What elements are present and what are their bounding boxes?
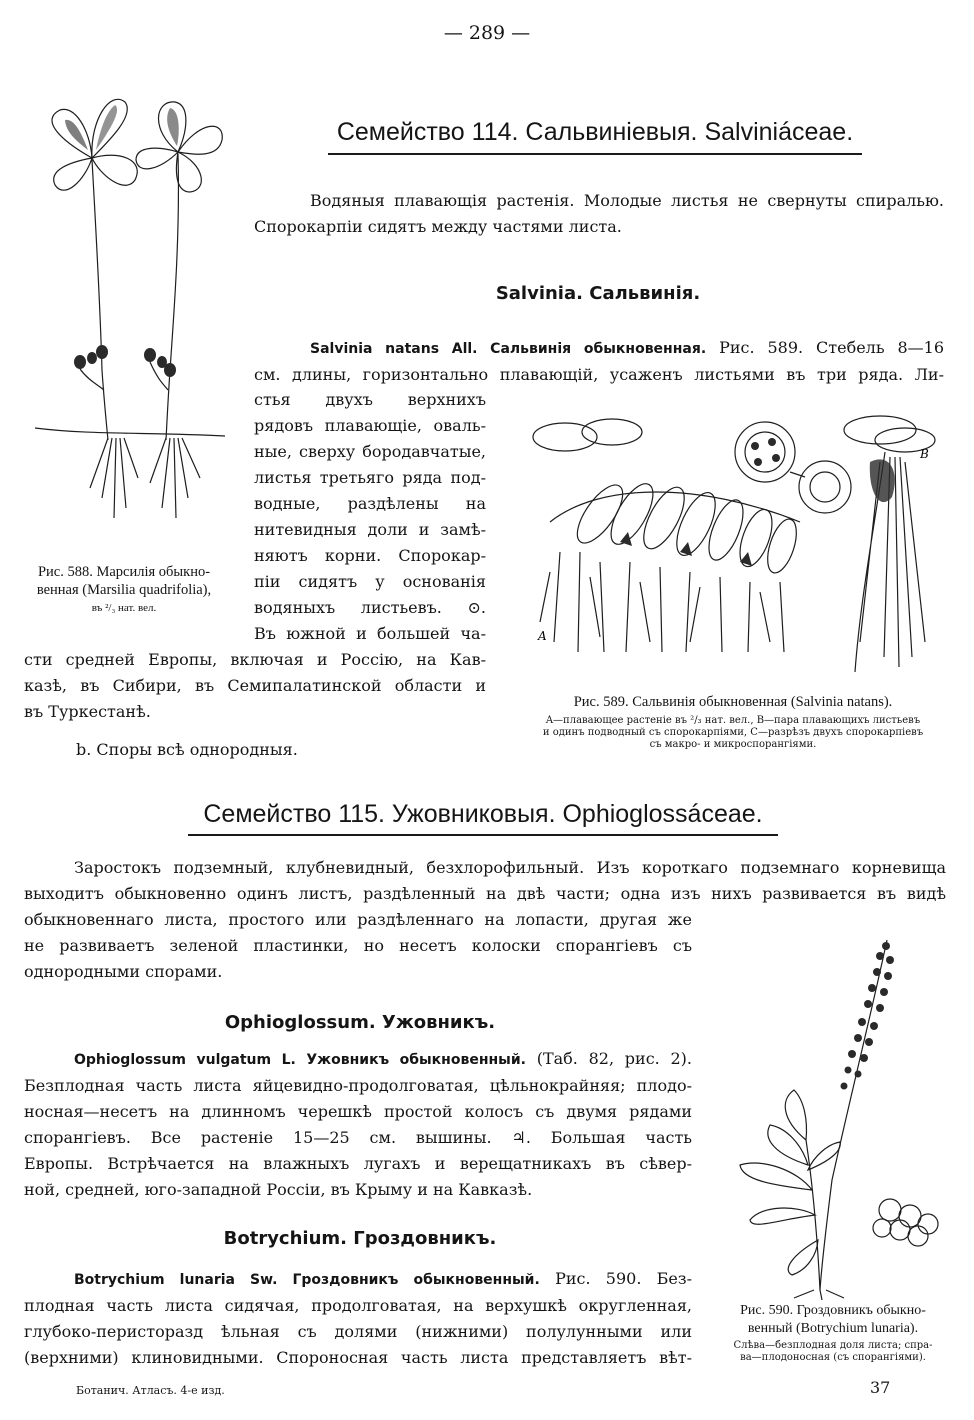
text-line: ные, сверху бородавчатые, bbox=[254, 442, 486, 461]
family-115-description-bottom bbox=[24, 907, 692, 985]
text-line: плодная часть листа сидячая, продолговатая, на верхушкѣ округленная, bbox=[24, 1296, 692, 1315]
footer-signature-number: 37 bbox=[870, 1378, 891, 1397]
spore-note: b. Споры всѣ однородныя. bbox=[76, 740, 298, 759]
text-line: листья третьяго ряда под- bbox=[254, 468, 486, 487]
species-name: Ophioglossum vulgatum L. Ужовникъ обыкновенный. bbox=[74, 1052, 526, 1068]
marsilea-leaf-cluster-right bbox=[136, 102, 222, 192]
text-line: спорангіевъ. Все растеніе 15—25 см. вышины. ♃. Большая часть bbox=[24, 1128, 692, 1147]
page-number: — 289 — bbox=[443, 22, 531, 44]
text-line: няютъ корни. Спорокар- bbox=[254, 546, 486, 565]
text-line: Ophioglossum vulgatum L. Ужовникъ обыкновенный. (Таб. 82, рис. 2). bbox=[74, 1049, 692, 1068]
text-line: казѣ, въ Сибири, въ Семипалатинской области и bbox=[24, 676, 486, 695]
marsilea-sporocarps bbox=[74, 345, 176, 390]
caption-line: ва—плодоносная (съ спорангіями). bbox=[740, 1352, 926, 1363]
caption-line: и одинъ подводный съ спорокарпіями, C—разрѣзъ двухъ спорокарпіевъ bbox=[542, 727, 924, 738]
family-115-title: Семейство 115. Ужовниковыя. Ophioglossáceae. bbox=[203, 800, 763, 828]
text-line: Спорокарпіи сидятъ между частями листа. bbox=[254, 217, 622, 236]
figure-589-caption: Рис. 589. Сальвинія обыкновенная (Salvinia natans). bbox=[573, 694, 893, 710]
species-name: Botrychium lunaria Sw. Гроздовникъ обыкновенный. bbox=[74, 1272, 540, 1288]
figure-589-salvinia-illustration bbox=[520, 402, 950, 682]
family-115-description-top bbox=[24, 855, 946, 907]
text-line: нитевидныя доли и замѣ- bbox=[254, 520, 486, 539]
marsilea-roots bbox=[90, 438, 200, 518]
figure-590-subcaption bbox=[708, 1340, 958, 1364]
text-line: въ Туркестанѣ. bbox=[24, 702, 151, 721]
salvinia-natans-entry-bottom bbox=[24, 647, 486, 725]
figure-588-caption bbox=[16, 563, 232, 617]
text-line: (верхними) клиновидными. Спороносная часть листа представляетъ вѣт- bbox=[24, 1348, 692, 1367]
family-115-rule bbox=[188, 834, 778, 836]
caption-line: A—плавающее растеніе въ ²/₃ нат. вел., B—пара плавающихъ листьевъ bbox=[545, 715, 921, 726]
family-114-title: Семейство 114. Сальвиніевыя. Salviniáceae. bbox=[336, 118, 854, 146]
caption-line: венная (Marsilia quadrifolia), bbox=[36, 582, 212, 598]
salvinia-natans-entry-column bbox=[254, 387, 486, 647]
family-114-rule bbox=[328, 153, 862, 155]
caption-line: Рис. 590. Гроздовникъ обыкно- bbox=[740, 1303, 926, 1318]
text-line: стья двухъ верхнихъ bbox=[254, 390, 486, 409]
text-line: Водяныя плавающія растенія. Молодые листья не свернуты спиралью. bbox=[310, 191, 944, 210]
family-114-description bbox=[254, 188, 944, 240]
text-line: глубоко-перисторазд ѣльная съ долями (нижними) полулунными или bbox=[24, 1322, 692, 1341]
botrychium-lunaria-entry bbox=[24, 1266, 692, 1371]
figure-590-caption bbox=[708, 1302, 958, 1338]
figure-588-marsilea-illustration bbox=[30, 80, 230, 550]
footer-source: Ботанич. Атласъ. 4-е изд. bbox=[76, 1384, 225, 1397]
salvinia-floating-plant bbox=[533, 419, 802, 652]
caption-line: венный (Botrychium lunaria). bbox=[747, 1321, 919, 1336]
text-line: Salvinia natans All. Сальвинія обыкновенная. Рис. 589. Стебель 8—16 bbox=[310, 338, 945, 357]
salvinia-natans-entry-top bbox=[254, 335, 944, 388]
figure-589-subcaption bbox=[506, 715, 960, 751]
botrychium-sporangia-detail bbox=[873, 1199, 938, 1246]
text-line: см. длины, горизонтально плавающій, усаженъ листьями въ три ряда. Ли- bbox=[254, 365, 944, 384]
caption-line: Слѣва—безплодная доля листа; спра- bbox=[733, 1340, 933, 1351]
text-line: рядовъ плавающіе, оваль- bbox=[254, 416, 486, 435]
salvinia-sporocarp-section bbox=[735, 422, 851, 513]
caption-line: съ макро- и микроспорангіями. bbox=[649, 739, 817, 750]
genus-botrychium-heading: Botrychium. Гроздовникъ. bbox=[223, 1228, 497, 1249]
text-line: обыкновеннаго листа, простого или раздѣленнаго на лопасти, другая же bbox=[24, 910, 692, 929]
genus-salvinia-heading: Salvinia. Сальвинія. bbox=[495, 283, 701, 304]
text-line: Въ южной и большей ча- bbox=[254, 624, 486, 643]
genus-ophioglossum-heading: Ophioglossum. Ужовникъ. bbox=[224, 1012, 496, 1033]
ophioglossum-vulgatum-entry bbox=[24, 1046, 692, 1203]
marsilea-leaf-cluster-left bbox=[52, 99, 137, 190]
botrychium-sterile-leaf bbox=[740, 1090, 840, 1290]
figure-label-a: A bbox=[538, 629, 547, 643]
text-line: водяныхъ листьевъ. ⊙. bbox=[254, 598, 486, 617]
text-line: Botrychium lunaria Sw. Гроздовникъ обыкновенный. Рис. 590. Без- bbox=[74, 1269, 693, 1288]
text-line: сти средней Европы, включая и Россію, на Кав- bbox=[24, 650, 486, 669]
text-line: Безплодная часть листа яйцевидно-продолговатая, цѣльнокрайняя; плодо- bbox=[24, 1076, 692, 1095]
species-name: Salvinia natans All. Сальвинія обыкновенная. bbox=[310, 341, 707, 357]
text-line: носная—несетъ на длинномъ черешкѣ простой колосъ съ двумя рядами bbox=[24, 1102, 692, 1121]
figure-590-botrychium-illustration bbox=[722, 930, 952, 1300]
text-line: Заростокъ подземный, клубневидный, безхлорофильный. Изъ короткаго подземнаго корневища bbox=[74, 858, 946, 877]
caption-line: въ ²/₃ нат. вел. bbox=[91, 602, 157, 614]
text-line: выходитъ обыкновенно одинъ листъ, раздѣленный на двѣ части; одна изъ нихъ развивается въ видѣ bbox=[24, 884, 946, 903]
text-line: однородными спорами. bbox=[24, 962, 223, 981]
text-line: піи сидятъ у основанія bbox=[254, 572, 486, 591]
figure-label-b: B bbox=[920, 447, 929, 461]
text-line: водные, раздѣлены на bbox=[254, 494, 486, 513]
text-line: не развиваетъ зеленой пластинки, но несетъ колоски спорангіевъ съ bbox=[24, 936, 692, 955]
text-line: Европы. Встрѣчается на влажныхъ лугахъ и верещатникахъ въ сѣвер- bbox=[24, 1154, 692, 1173]
text-line: ной, средней, юго-западной Россіи, въ Крыму и на Кавказѣ. bbox=[24, 1180, 533, 1199]
caption-line: Рис. 588. Марсилія обыкно- bbox=[37, 564, 211, 580]
